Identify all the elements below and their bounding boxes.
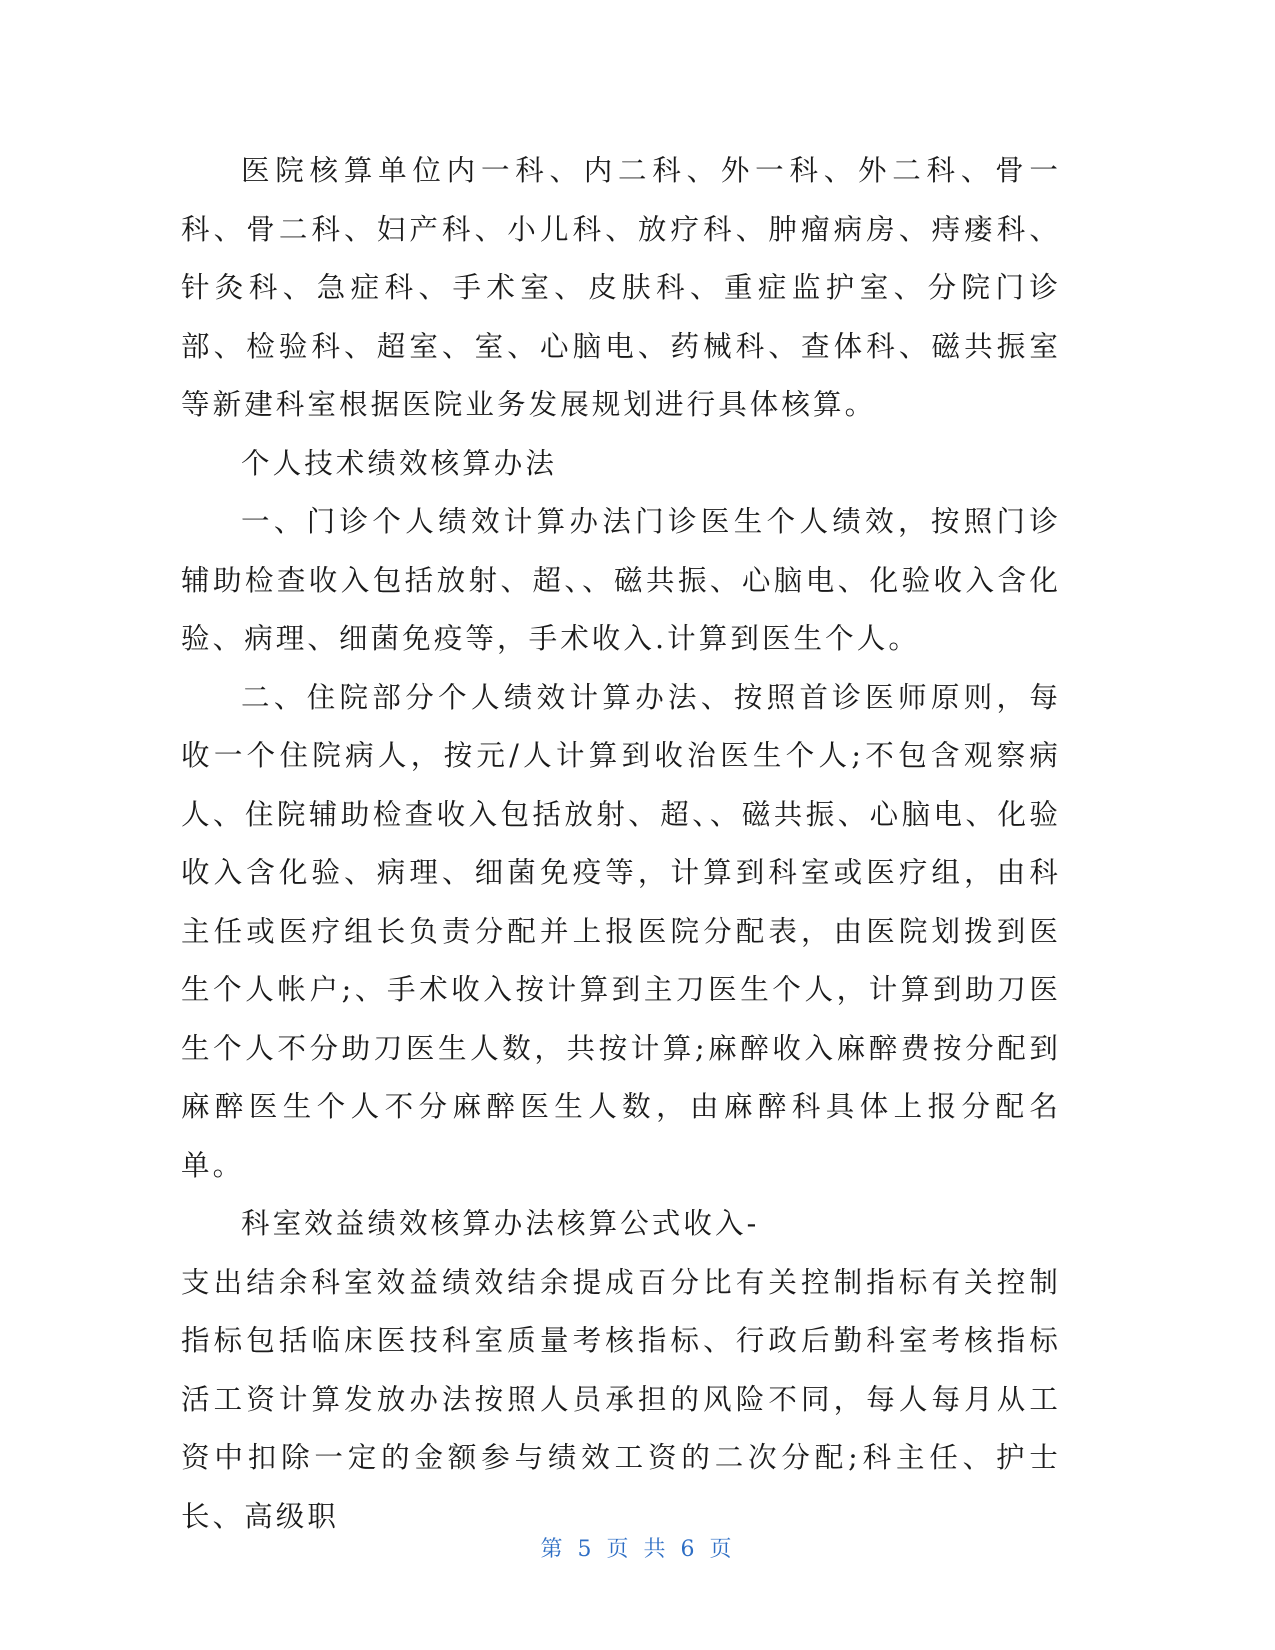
- current-page-number: 5: [577, 1537, 595, 1562]
- document-body: [181, 142, 1061, 1546]
- heading-personal-performance: 个人技术绩效核算办法: [241, 446, 558, 480]
- paragraph-department-formula: 科室效益绩效核算办法核算公式收入-: [241, 1207, 760, 1240]
- paragraph-outpatient-method: 一、门诊个人绩效计算办法门诊医生个人绩效，按照门诊辅助检查收入包括放射、超、、磁共振、心脑电、化验收入含化验、病理、细菌免疫等，手术收入.计算到医生个人。: [181, 505, 1061, 655]
- total-pages-number: 6: [680, 1537, 698, 1562]
- page-number-footer: [0, 1532, 1275, 1563]
- total-label: 页: [709, 1537, 735, 1562]
- page-label: 页: [606, 1537, 632, 1562]
- paragraph-accounting-units: 医院核算单位内一科、内二科、外一科、外二科、骨一科、骨二科、妇产科、小儿科、放疗科、肿瘤病房、痔瘘科、针灸科、急症科、手术室、皮肤科、重症监护室、分院门诊部、检验科、超室、室、心脑电、药械科、查体科、磁共振室等新建科室根据医院业务发展规划进行具体核算。: [181, 154, 1061, 421]
- total-prefix: 共: [643, 1537, 669, 1562]
- paragraph-expense-balance: 支出结余科室效益绩效结余提成百分比有关控制指标有关控制指标包括临床医技科室质量考核指标、行政后勤科室考核指标活工资计算发放办法按照人员承担的风险不同，每人每月从工资中扣除一定的金额参与绩效工资的二次分配;科主任、护士长、高级职: [181, 1265, 1061, 1533]
- paragraph-inpatient-method: 二、住院部分个人绩效计算办法、按照首诊医师原则，每收一个住院病人，按元/人计算到收治医生个人;不包含观察病人、住院辅助检查收入包括放射、超、、磁共振、心脑电、化验收入含化验、病理、细菌免疫等，计算到科室或医疗组，由科主任或医疗组长负责分配并上报医院分配表，由医院划拨到医生个人帐户;、手术收入按计算到主刀医生个人，计算到助刀医生个人不分助刀医生人数，共按计算;麻醉收入麻醉费按分配到麻醉医生个人不分麻醉医生人数，由麻醉科具体上报分配名单。: [181, 680, 1061, 1182]
- page-prefix: 第: [540, 1537, 566, 1562]
